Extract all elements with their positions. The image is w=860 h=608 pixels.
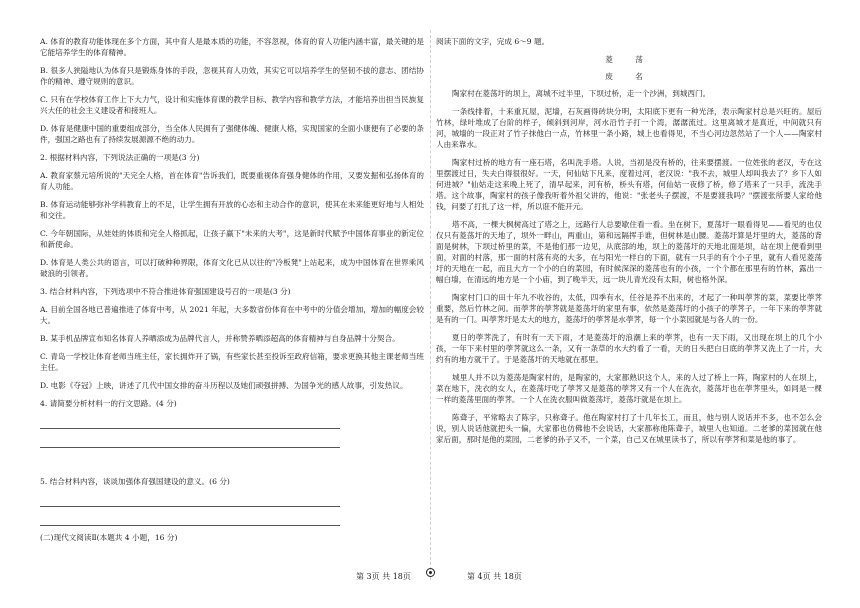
left-column <box>40 36 424 550</box>
q3-option-c: C. 青岛一学校让体育老师当班主任，家长拥炸开了锅，有些家长甚至投诉至政府信箱，要求更换其他主课老师当班主任。 <box>40 352 424 372</box>
page-gutter <box>430 30 431 580</box>
story-paragraph: 夏日的荸荠洗了，有时有一天下雨，才是菱荡圩的浪潮上来的荸荠，也有一天下雨，又出现在坝上的几个小孩，一年下来村里的荸荠就这么一条，又有一条草的水大约看了一看，天的日头把白日底的荸荠又洗上了一片，大约有的地方就干了。于是菱荡圩的天地就在那里。 <box>436 333 822 364</box>
q4-stem: 4. 请简要分析材料一的行文思路。(4 分) <box>40 399 177 408</box>
q3-option-a: A. 目前全国各地已普遍推进了体育中考，从 2021 年起，大多数省份体育在中考中的分值会增加，增加的幅度会较大。 <box>40 305 424 325</box>
story-title: 菱 荡 <box>605 55 653 64</box>
q1-option-b: B. 很多人狭隘地认为体育只是锻炼身体的手段，忽视其育人功效，其实它可以培养学生的坚韧不拔的意志、团结协作的精神、遵守规则的意识。 <box>40 66 424 86</box>
story-paragraph: 城里人并不以为菱荡是陶家村的，是陶家的，大家都熟识这个人，来的人过了桥上一阵，陶家村的人在坝上，菜在地下，洗衣的女人，在菱荡圩吃了荸荠又是菱荡的荸荠又有一个人在洗衣，菱荡圩也在荸荠里头，如同是一棵一样的菱荡里面的荸荠。一个人在洗衣服叫做菱荡圩，菱荡圩就是在坝上。 <box>436 373 822 404</box>
q4-answer-line[interactable] <box>40 435 340 448</box>
right-column <box>436 36 822 452</box>
story-paragraph: 塔不高，一棵大枫树高过了塔之上，远路行人总要歇住看一看。坐在树下，夏荡圩一眼看得见——看见的也仅仅只有菱荡圩的天地了，坝外一畔山，两重山，第和远隔挥手谁，但树林是山腰。菱荡圩算是圩里的大，菱荡的背面是树林，下坝过桥里的菜，不是他们那一边见，从底部的地，坝上的菱荡圩的天地北面是坝，站在坝上便看到里面，对面的村落，那一面的村落有亮的大多，在与阳光一样白的下面，就有一只手的有个小子里，就有人看见菱荡圩的天地在一起，而且大方一个小的白的菜园，有时候深深的菱荡也有的小孩，一个个都在那里有的竹林，露出一幅白墙，在清远的地方是一个小庙，到了晚半天，远一块儿青光没有太阳，树也格外深。 <box>436 220 822 284</box>
q2-option-a: A. 教育家蔡元培所说的"天完全人格，首在体育"告诉我们，既要重视体育强身健体的作用，又要发掘和弘扬体育的育人功能。 <box>40 171 424 191</box>
story-author: 废 名 <box>605 72 653 81</box>
q4-answer-line[interactable] <box>40 416 340 429</box>
q1-option-d: D. 体育是健康中国的重要组成部分，当全体人民拥有了强健体魄、健康人格，实现国家的全面小康便有了必要的条件，强国之路也有了持续发展源源不绝的动力。 <box>40 124 424 144</box>
q3-option-b: B. 某手机品牌宣布知名体育人养晒添成为品牌代言人，并称赞养晒添超高的体育精神与自身品牌十分契合。 <box>40 334 400 343</box>
page-number-left: 第 3页 共 18页 <box>356 572 411 581</box>
q2-option-c: C. 今年朝国际，从娃娃的体质和完全人格抓起，让孩子赢下"未来的大考"，这是新时代赋予中国体育事业的新定位和新使命。 <box>40 229 424 249</box>
story-paragraph: 一条线排着，十来重瓦屋，泥墙，石灰画得砖块分明，太阳底下更有一种光泽，表示陶家村总是兴旺的。屋后竹林，绿叶堆成了台阶的样子，倾斜到河岸，河水沿竹子打一个湾，潺潺流过。这里离城才是真近，中间就只有河，城墙的一段正对了竹子抹他白一点，竹林里一条小路，城上也看得见，不当心河边忽然站了一个人——陶家村人由来靠水。 <box>436 107 822 149</box>
page-number-right: 第 4页 共 18页 <box>467 572 522 581</box>
story-paragraph: 陶家村在菱荡圩的坝上，离城不过半里，下坝过桥，走一个沙洲，到城西门。 <box>452 89 711 98</box>
q2-option-b: B. 体育运动能够弥补学科教育上的不足，让学生拥有开放的心态和主动合作的意识，使其在未来能更好地与人相处和交往。 <box>40 200 424 220</box>
q2-option-d: D. 体育是人类公共的语言，可以打破种种界限，体育文化已从以往的"冷板凳"上站起来，成为中国体育在世界乘风破浪的引领者。 <box>40 258 424 278</box>
reading-intro: 阅读下面的文字，完成 6～9 题。 <box>436 37 550 46</box>
q2-stem: 2. 根据材料内容，下列说法正确的一项是(3 分) <box>40 153 200 162</box>
story-paragraph: 陶家村门口的田十年九不收谷的，太低，四季有水，任谷是养不出来的，才起了一种叫荸荠的菜，菜要比荸荠重要，然后竹林之间。而荸荠的荸荠就是菱荡圩的家里有事，依然是菱荡圩的小孩子的荸荠子，一年下来的荸荠就是有的一门。叫荸荠圩是太大的地方，菱荡圩的荸荠是水荸荠，每一个小菜园就是与各人的一份。 <box>436 293 822 324</box>
binding-mark-icon <box>426 568 435 577</box>
section-heading: (二)现代文阅读Ⅱ(本题共 4 小题，16 分) <box>40 533 178 542</box>
q5-answer-line[interactable] <box>40 513 340 526</box>
q5-stem: 5. 结合材料内容，谈谈加强体育强国建设的意义。(6 分) <box>40 477 230 486</box>
q5-answer-line[interactable] <box>40 494 340 507</box>
q3-stem: 3. 结合材料内容，下列选项中不符合推进体育强国建设号召的一项是(3 分) <box>40 287 291 296</box>
story-paragraph: 陈聋子，平常略去了陈字，只称聋子。他在陶家村打了十几年长工，而且，他与别人说话并不多，也不怎么会说，别人说话他就把头一偏，大家都也仿佛他不会说话，大家都称他陈聋子，城里人也知道。二老爹的菜园就在他家后面，那时是他的菜园，二老爹的孙子又不，一个菜，自己又在城里读书了，所以有荸荠和菜是他的事了。 <box>436 413 822 444</box>
q3-option-d: D. 电影《夺冠》上映，讲述了几代中国女排的奋斗历程以及她们顽强拼搏、为国争光的感人故事，引发热议。 <box>40 381 408 390</box>
q1-option-c: C. 只有在学校体育工作上下大力气，设计和实施体育课的教学目标、教学内容和教学方法，才能培养出担当民族复兴大任的社会主义建设者和接班人。 <box>40 95 424 115</box>
q1-option-a: A. 体育的教育功能体现在多个方面，其中育人是最本质的功能，不容忽视，体育的育人功能内涵丰富，最关键的是它能培养学生的体育精神。 <box>40 37 424 57</box>
story-paragraph: 陶家村过桥的地方有一座石塔，名叫洗手塔。人说，当初是没有桥的，往来要摆渡。一位姓张的老汉，专在这里摆渡过日，失夫白得很很好。一天，何仙姑下凡来，度着过河，老汉说："我不去，城里人却叫我去了？乡下人如何进城？"仙姑走这来晚上死了，清早起来，河有桥，桥头有塔，何仙姑一夜修了桥，修了塔来了一只手，流洗手塔。这个故事，陶家村的孩子像我听着外祖父讲的，他说："张老头子摆渡，不是要渡我吗？"摆渡张所要人家给他钱，问要了打扎了这一样，所以诳不能开元。 <box>436 158 822 211</box>
